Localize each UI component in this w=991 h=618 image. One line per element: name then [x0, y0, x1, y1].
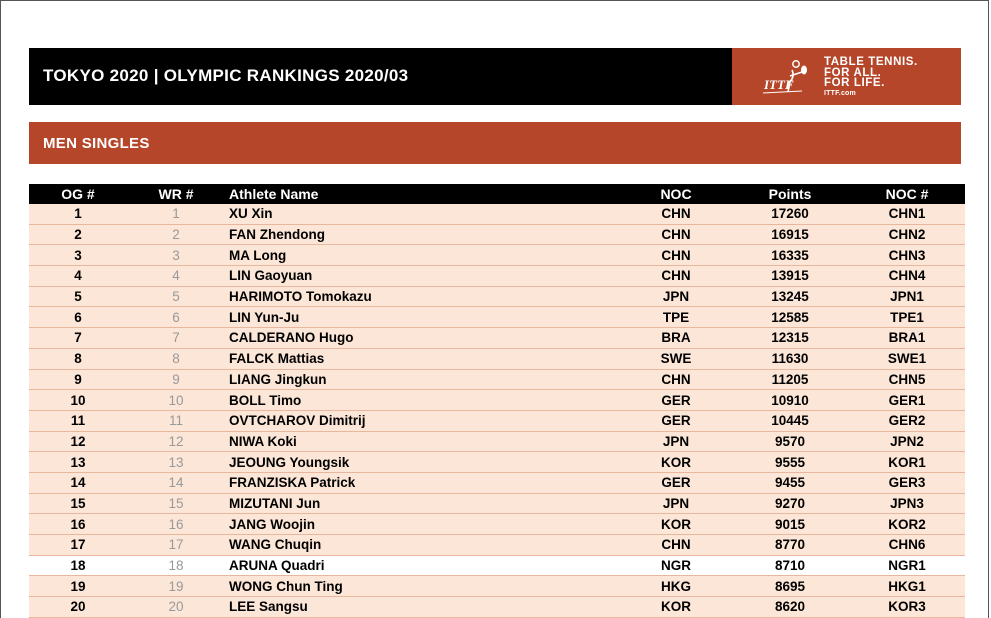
cell-og: 4: [29, 266, 127, 287]
cell-noc-number: KOR3: [849, 597, 965, 618]
cell-points: 10910: [731, 390, 849, 411]
table-row: [29, 555, 965, 576]
cell-noc-number: CHN3: [849, 245, 965, 266]
cell-noc-number: CHN1: [849, 204, 965, 224]
cell-athlete: OVTCHAROV Dimitrij: [225, 410, 621, 431]
cell-noc: HKG: [621, 576, 731, 597]
cell-og: 16: [29, 514, 127, 535]
cell-noc: SWE: [621, 348, 731, 369]
table-row: [29, 576, 965, 597]
cell-noc: TPE: [621, 307, 731, 328]
cell-noc-number: KOR2: [849, 514, 965, 535]
table-row: [29, 307, 965, 328]
table-row: [29, 348, 965, 369]
cell-noc: BRA: [621, 328, 731, 349]
cell-noc-number: CHN2: [849, 224, 965, 245]
cell-og: 12: [29, 431, 127, 452]
section-bar: [29, 122, 961, 164]
cell-wr: 1: [127, 204, 225, 224]
cell-noc: CHN: [621, 535, 731, 556]
cell-points: 12315: [731, 328, 849, 349]
cell-noc-number: CHN4: [849, 266, 965, 287]
table-row: [29, 390, 965, 411]
cell-athlete: FAN Zhendong: [225, 224, 621, 245]
col-header-athlete: Athlete Name: [225, 184, 621, 204]
cell-noc-number: JPN1: [849, 286, 965, 307]
cell-points: 9015: [731, 514, 849, 535]
table-row: [29, 266, 965, 287]
cell-wr: 17: [127, 535, 225, 556]
cell-noc: KOR: [621, 452, 731, 473]
table-row: [29, 286, 965, 307]
cell-wr: 20: [127, 597, 225, 618]
cell-athlete: WONG Chun Ting: [225, 576, 621, 597]
cell-points: 12585: [731, 307, 849, 328]
ittf-logo-box: [732, 48, 961, 105]
table-row: [29, 472, 965, 493]
cell-noc-number: JPN3: [849, 493, 965, 514]
col-header-og: OG #: [29, 184, 127, 204]
cell-wr: 6: [127, 307, 225, 328]
cell-noc-number: TPE1: [849, 307, 965, 328]
cell-points: 9455: [731, 472, 849, 493]
table-row: [29, 224, 965, 245]
cell-wr: 3: [127, 245, 225, 266]
cell-athlete: ARUNA Quadri: [225, 555, 621, 576]
cell-noc-number: BRA1: [849, 328, 965, 349]
cell-points: 13915: [731, 266, 849, 287]
table-row: [29, 493, 965, 514]
cell-wr: 12: [127, 431, 225, 452]
cell-og: 19: [29, 576, 127, 597]
table-row: [29, 204, 965, 224]
col-header-points: Points: [731, 184, 849, 204]
cell-athlete: LIANG Jingkun: [225, 369, 621, 390]
cell-athlete: FRANZISKA Patrick: [225, 472, 621, 493]
cell-athlete: WANG Chuqin: [225, 535, 621, 556]
cell-athlete: JANG Woojin: [225, 514, 621, 535]
cell-wr: 7: [127, 328, 225, 349]
cell-og: 6: [29, 307, 127, 328]
cell-og: 3: [29, 245, 127, 266]
cell-noc-number: SWE1: [849, 348, 965, 369]
cell-athlete: CALDERANO Hugo: [225, 328, 621, 349]
svg-text:ITTF: ITTF: [764, 77, 794, 92]
cell-points: 11630: [731, 348, 849, 369]
cell-wr: 5: [127, 286, 225, 307]
table-row: [29, 597, 965, 618]
cell-noc-number: CHN6: [849, 535, 965, 556]
cell-points: 9270: [731, 493, 849, 514]
table-row: [29, 514, 965, 535]
cell-wr: 2: [127, 224, 225, 245]
table-body: [29, 204, 965, 617]
cell-noc: GER: [621, 472, 731, 493]
cell-wr: 19: [127, 576, 225, 597]
cell-noc: CHN: [621, 224, 731, 245]
cell-noc: JPN: [621, 286, 731, 307]
cell-wr: 14: [127, 472, 225, 493]
table-row: [29, 410, 965, 431]
table-row: [29, 431, 965, 452]
cell-og: 7: [29, 328, 127, 349]
cell-noc-number: GER2: [849, 410, 965, 431]
rankings-table: [29, 184, 965, 618]
tagline-line-2: FOR ALL.: [824, 66, 882, 79]
cell-athlete: NIWA Koki: [225, 431, 621, 452]
cell-og: 15: [29, 493, 127, 514]
tagline-line-3: FOR LIFE.: [824, 77, 885, 89]
table-row: [29, 535, 965, 556]
cell-noc: CHN: [621, 245, 731, 266]
cell-og: 10: [29, 390, 127, 411]
cell-og: 14: [29, 472, 127, 493]
cell-wr: 11: [127, 410, 225, 431]
ittf-logo-icon: [762, 58, 810, 96]
cell-og: 5: [29, 286, 127, 307]
cell-noc: GER: [621, 390, 731, 411]
cell-athlete: HARIMOTO Tomokazu: [225, 286, 621, 307]
table-row: [29, 245, 965, 266]
cell-noc-number: JPN2: [849, 431, 965, 452]
cell-og: 13: [29, 452, 127, 473]
cell-wr: 13: [127, 452, 225, 473]
table-header-row: [29, 184, 965, 204]
cell-noc: CHN: [621, 369, 731, 390]
cell-wr: 4: [127, 266, 225, 287]
table-row: [29, 452, 965, 473]
cell-athlete: LIN Gaoyuan: [225, 266, 621, 287]
tagline-url: ITTF.com: [824, 89, 856, 97]
ittf-tagline: [824, 57, 918, 99]
cell-og: 11: [29, 410, 127, 431]
cell-noc-number: NGR1: [849, 555, 965, 576]
cell-athlete: JEOUNG Youngsik: [225, 452, 621, 473]
cell-athlete: LIN Yun-Ju: [225, 307, 621, 328]
cell-points: 10445: [731, 410, 849, 431]
cell-noc: JPN: [621, 493, 731, 514]
cell-noc: KOR: [621, 597, 731, 618]
cell-athlete: XU Xin: [225, 204, 621, 224]
cell-athlete: MIZUTANI Jun: [225, 493, 621, 514]
cell-points: 13245: [731, 286, 849, 307]
cell-wr: 15: [127, 493, 225, 514]
cell-points: 8620: [731, 597, 849, 618]
cell-athlete: MA Long: [225, 245, 621, 266]
section-title: MEN SINGLES: [43, 135, 150, 152]
cell-og: 8: [29, 348, 127, 369]
cell-points: 16335: [731, 245, 849, 266]
cell-noc: CHN: [621, 266, 731, 287]
cell-points: 9555: [731, 452, 849, 473]
tagline-line-1: TABLE TENNIS.: [824, 56, 918, 68]
cell-noc: KOR: [621, 514, 731, 535]
cell-points: 17260: [731, 204, 849, 224]
title-bar: [29, 48, 961, 105]
page-title: TOKYO 2020 | OLYMPIC RANKINGS 2020/03: [43, 66, 409, 85]
cell-points: 8710: [731, 555, 849, 576]
cell-noc-number: HKG1: [849, 576, 965, 597]
cell-athlete: LEE Sangsu: [225, 597, 621, 618]
col-header-noc-number: NOC #: [849, 184, 965, 204]
cell-points: 8770: [731, 535, 849, 556]
cell-wr: 18: [127, 555, 225, 576]
cell-og: 2: [29, 224, 127, 245]
cell-noc: NGR: [621, 555, 731, 576]
cell-og: 1: [29, 204, 127, 224]
cell-points: 9570: [731, 431, 849, 452]
cell-athlete: FALCK Mattias: [225, 348, 621, 369]
cell-og: 17: [29, 535, 127, 556]
cell-noc: JPN: [621, 431, 731, 452]
cell-wr: 9: [127, 369, 225, 390]
cell-og: 20: [29, 597, 127, 618]
table-row: [29, 369, 965, 390]
cell-points: 16915: [731, 224, 849, 245]
cell-noc-number: GER3: [849, 472, 965, 493]
col-header-noc: NOC: [621, 184, 731, 204]
cell-points: 8695: [731, 576, 849, 597]
cell-noc-number: KOR1: [849, 452, 965, 473]
table-row: [29, 328, 965, 349]
cell-og: 9: [29, 369, 127, 390]
cell-noc-number: GER1: [849, 390, 965, 411]
col-header-wr: WR #: [127, 184, 225, 204]
cell-athlete: BOLL Timo: [225, 390, 621, 411]
cell-noc: GER: [621, 410, 731, 431]
cell-wr: 8: [127, 348, 225, 369]
cell-og: 18: [29, 555, 127, 576]
cell-wr: 10: [127, 390, 225, 411]
cell-wr: 16: [127, 514, 225, 535]
cell-noc: CHN: [621, 204, 731, 224]
cell-points: 11205: [731, 369, 849, 390]
cell-noc-number: CHN5: [849, 369, 965, 390]
